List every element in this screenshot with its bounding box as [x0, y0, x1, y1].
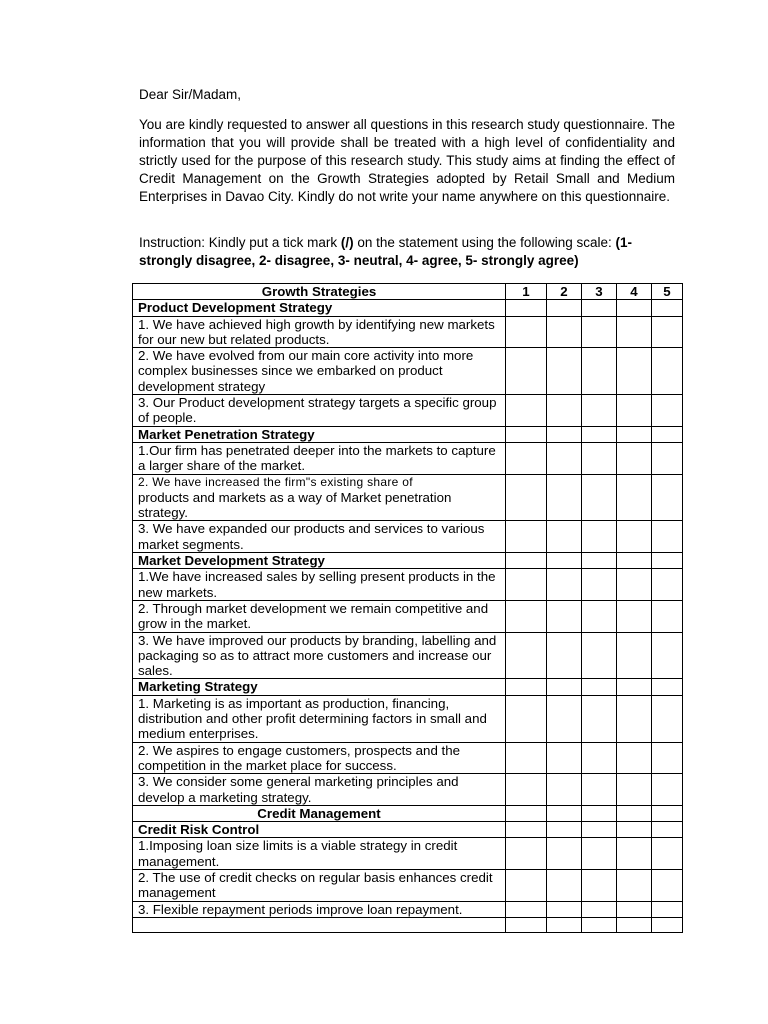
tick-cell[interactable] [547, 695, 582, 742]
statement-ms3: 3. We consider some general marketing principles and develop a marketing strategy. [133, 774, 506, 806]
tick-cell[interactable] [617, 395, 652, 427]
tick-cell[interactable] [506, 395, 547, 427]
tick-cell[interactable] [582, 901, 617, 917]
instruction-scale: (1- strongly disagree, 2- disagree, 3- neutral, 4- agree, 5- strongly agree) [139, 235, 632, 268]
statement-mp2-line2: products and markets as a way of Market penetration strategy. [138, 489, 452, 521]
statement-md3: 3. We have improved our products by branding, labelling and packaging so as to attract more customers and increase our sales. [133, 632, 506, 679]
tick-cell[interactable] [617, 600, 652, 632]
scale-cell [506, 553, 547, 569]
scale-cell [617, 822, 652, 838]
tick-cell[interactable] [582, 474, 617, 521]
scale-cell [582, 679, 617, 695]
table-row [133, 569, 683, 601]
scale-cell [506, 822, 547, 838]
table-row [133, 742, 683, 774]
table-row [133, 521, 683, 553]
table-row [133, 348, 683, 395]
section-row [133, 300, 683, 316]
tick-cell[interactable] [617, 774, 652, 806]
tick-cell[interactable] [652, 442, 683, 474]
statement-md1: 1.We have increased sales by selling present products in the new markets. [133, 569, 506, 601]
tick-cell[interactable] [547, 869, 582, 901]
tick-cell[interactable] [652, 521, 683, 553]
tick-cell[interactable] [617, 474, 652, 521]
tick-cell[interactable] [652, 348, 683, 395]
empty-row [133, 917, 683, 932]
statement-mp3: 3. We have expanded our products and services to various market segments. [133, 521, 506, 553]
tick-cell[interactable] [617, 348, 652, 395]
section-market-development: Market Development Strategy [133, 553, 506, 569]
scale-cell [652, 553, 683, 569]
scale-cell [617, 553, 652, 569]
table-row [133, 695, 683, 742]
statement-ms2: 2. We aspires to engage customers, prospects and the competition in the market place for success. [133, 742, 506, 774]
tick-cell[interactable] [506, 838, 547, 870]
tick-cell[interactable] [582, 521, 617, 553]
tick-cell[interactable] [582, 316, 617, 348]
tick-cell[interactable] [506, 600, 547, 632]
header-scale-5: 5 [652, 284, 683, 300]
tick-cell[interactable] [652, 917, 683, 932]
section-product-development: Product Development Strategy [133, 300, 506, 316]
scale-cell [506, 300, 547, 316]
table-row [133, 901, 683, 917]
scale-cell [506, 679, 547, 695]
tick-cell[interactable] [582, 395, 617, 427]
header-scale-3: 3 [582, 284, 617, 300]
tick-cell[interactable] [582, 569, 617, 601]
tick-cell[interactable] [582, 869, 617, 901]
statement-pd2: 2. We have evolved from our main core activity into more complex businesses since we embarked on product development strategy [133, 348, 506, 395]
scale-cell [652, 426, 683, 442]
instruction-paragraph [139, 234, 675, 270]
statement-cr3: 3. Flexible repayment periods improve loan repayment. [133, 901, 506, 917]
statement-pd1: 1. We have achieved high growth by identifying new markets for our new but related products. [133, 316, 506, 348]
section-credit-risk-control: Credit Risk Control [133, 822, 506, 838]
tick-cell[interactable] [547, 442, 582, 474]
tick-cell[interactable] [617, 695, 652, 742]
tick-cell[interactable] [582, 348, 617, 395]
table-row [133, 600, 683, 632]
tick-cell[interactable] [617, 869, 652, 901]
section-credit-management: Credit Management [133, 805, 506, 821]
scale-cell [547, 822, 582, 838]
tick-cell[interactable] [652, 695, 683, 742]
intro-paragraph: You are kindly requested to answer all questions in this research study questionnaire. The information that you will provide shall be treated with a high level of confidentiality and strictly used for the purpose of this research study. This study aims at finding the effect of Credit Management on the Growth Strategies adopted by Retail Small and Medium Enterprises in Davao City. Kindly do not write your name anywhere on this questionnaire. [139, 117, 675, 204]
statement-mp2-line1: 2. We have increased the firm"s existing share of [138, 474, 413, 489]
tick-cell[interactable] [506, 521, 547, 553]
tick-cell[interactable] [547, 569, 582, 601]
salutation: Dear Sir/Madam, [139, 87, 242, 102]
tick-cell[interactable] [582, 442, 617, 474]
scale-cell [617, 300, 652, 316]
tick-cell[interactable] [547, 316, 582, 348]
tick-cell[interactable] [652, 474, 683, 521]
tick-cell[interactable] [582, 838, 617, 870]
tick-cell[interactable] [547, 521, 582, 553]
tick-cell[interactable] [506, 869, 547, 901]
tick-cell[interactable] [617, 901, 652, 917]
header-scale-4: 4 [617, 284, 652, 300]
tick-cell[interactable] [547, 600, 582, 632]
header-growth-strategies: Growth Strategies [133, 284, 506, 300]
scale-cell [582, 822, 617, 838]
table-row [133, 395, 683, 427]
section-row [133, 805, 683, 821]
tick-cell[interactable] [547, 474, 582, 521]
scale-cell [547, 300, 582, 316]
tick-cell[interactable] [582, 774, 617, 806]
tick-cell[interactable] [582, 917, 617, 932]
tick-cell[interactable] [547, 774, 582, 806]
header-scale-1: 1 [506, 284, 547, 300]
tick-cell[interactable] [652, 901, 683, 917]
scale-cell [617, 805, 652, 821]
table-row [133, 869, 683, 901]
table-row [133, 838, 683, 870]
scale-cell [617, 426, 652, 442]
tick-cell[interactable] [506, 348, 547, 395]
tick-cell[interactable] [652, 395, 683, 427]
scale-cell [582, 805, 617, 821]
scale-cell [547, 426, 582, 442]
section-row [133, 822, 683, 838]
empty-cell [133, 917, 506, 932]
section-row [133, 426, 683, 442]
section-market-penetration: Market Penetration Strategy [133, 426, 506, 442]
instruction-mark: (/) [340, 235, 354, 250]
scale-cell [652, 679, 683, 695]
tick-cell[interactable] [506, 917, 547, 932]
tick-cell[interactable] [652, 632, 683, 679]
tick-cell[interactable] [652, 869, 683, 901]
tick-cell[interactable] [617, 442, 652, 474]
table-row [133, 632, 683, 679]
questionnaire-table [132, 283, 683, 933]
section-row [133, 553, 683, 569]
tick-cell[interactable] [547, 901, 582, 917]
header-scale-2: 2 [547, 284, 582, 300]
tick-cell[interactable] [506, 316, 547, 348]
table-row [133, 316, 683, 348]
tick-cell[interactable] [547, 917, 582, 932]
tick-cell[interactable] [652, 569, 683, 601]
statement-mp2 [133, 474, 506, 521]
statement-pd3: 3. Our Product development strategy targets a specific group of people. [133, 395, 506, 427]
tick-cell[interactable] [506, 695, 547, 742]
section-marketing: Marketing Strategy [133, 679, 506, 695]
scale-cell [652, 822, 683, 838]
tick-cell[interactable] [652, 316, 683, 348]
table-row [133, 474, 683, 521]
scale-cell [582, 300, 617, 316]
tick-cell[interactable] [547, 348, 582, 395]
tick-cell[interactable] [506, 632, 547, 679]
scale-cell [617, 679, 652, 695]
table-row [133, 774, 683, 806]
tick-cell[interactable] [617, 569, 652, 601]
tick-cell[interactable] [617, 742, 652, 774]
tick-cell[interactable] [582, 695, 617, 742]
tick-cell[interactable] [547, 632, 582, 679]
tick-cell[interactable] [547, 838, 582, 870]
tick-cell[interactable] [582, 632, 617, 679]
statement-ms1: 1. Marketing is as important as production, financing, distribution and other profit determining factors in small and medium enterprises. [133, 695, 506, 742]
instruction-mid: on the statement using the following scale: [353, 235, 616, 250]
tick-cell[interactable] [506, 774, 547, 806]
tick-cell[interactable] [582, 600, 617, 632]
table-row [133, 442, 683, 474]
tick-cell[interactable] [652, 742, 683, 774]
scale-cell [506, 426, 547, 442]
scale-cell [652, 300, 683, 316]
statement-mp1: 1.Our firm has penetrated deeper into the markets to capture a larger share of the market. [133, 442, 506, 474]
tick-cell[interactable] [506, 901, 547, 917]
scale-cell [582, 553, 617, 569]
scale-cell [547, 679, 582, 695]
instruction-text: Instruction: Kindly put a tick mark [139, 235, 341, 250]
tick-cell[interactable] [547, 742, 582, 774]
tick-cell[interactable] [652, 600, 683, 632]
statement-cr2: 2. The use of credit checks on regular basis enhances credit management [133, 869, 506, 901]
tick-cell[interactable] [506, 442, 547, 474]
tick-cell[interactable] [652, 838, 683, 870]
scale-cell [547, 553, 582, 569]
tick-cell[interactable] [506, 474, 547, 521]
table-header-row [133, 284, 683, 300]
tick-cell[interactable] [652, 774, 683, 806]
tick-cell[interactable] [547, 395, 582, 427]
tick-cell[interactable] [617, 521, 652, 553]
tick-cell[interactable] [617, 632, 652, 679]
tick-cell[interactable] [506, 742, 547, 774]
tick-cell[interactable] [617, 917, 652, 932]
scale-cell [506, 805, 547, 821]
tick-cell[interactable] [506, 569, 547, 601]
statement-md2: 2. Through market development we remain competitive and grow in the market. [133, 600, 506, 632]
tick-cell[interactable] [582, 742, 617, 774]
scale-cell [547, 805, 582, 821]
scale-cell [652, 805, 683, 821]
tick-cell[interactable] [617, 316, 652, 348]
section-row [133, 679, 683, 695]
tick-cell[interactable] [617, 838, 652, 870]
scale-cell [582, 426, 617, 442]
statement-cr1: 1.Imposing loan size limits is a viable strategy in credit management. [133, 838, 506, 870]
